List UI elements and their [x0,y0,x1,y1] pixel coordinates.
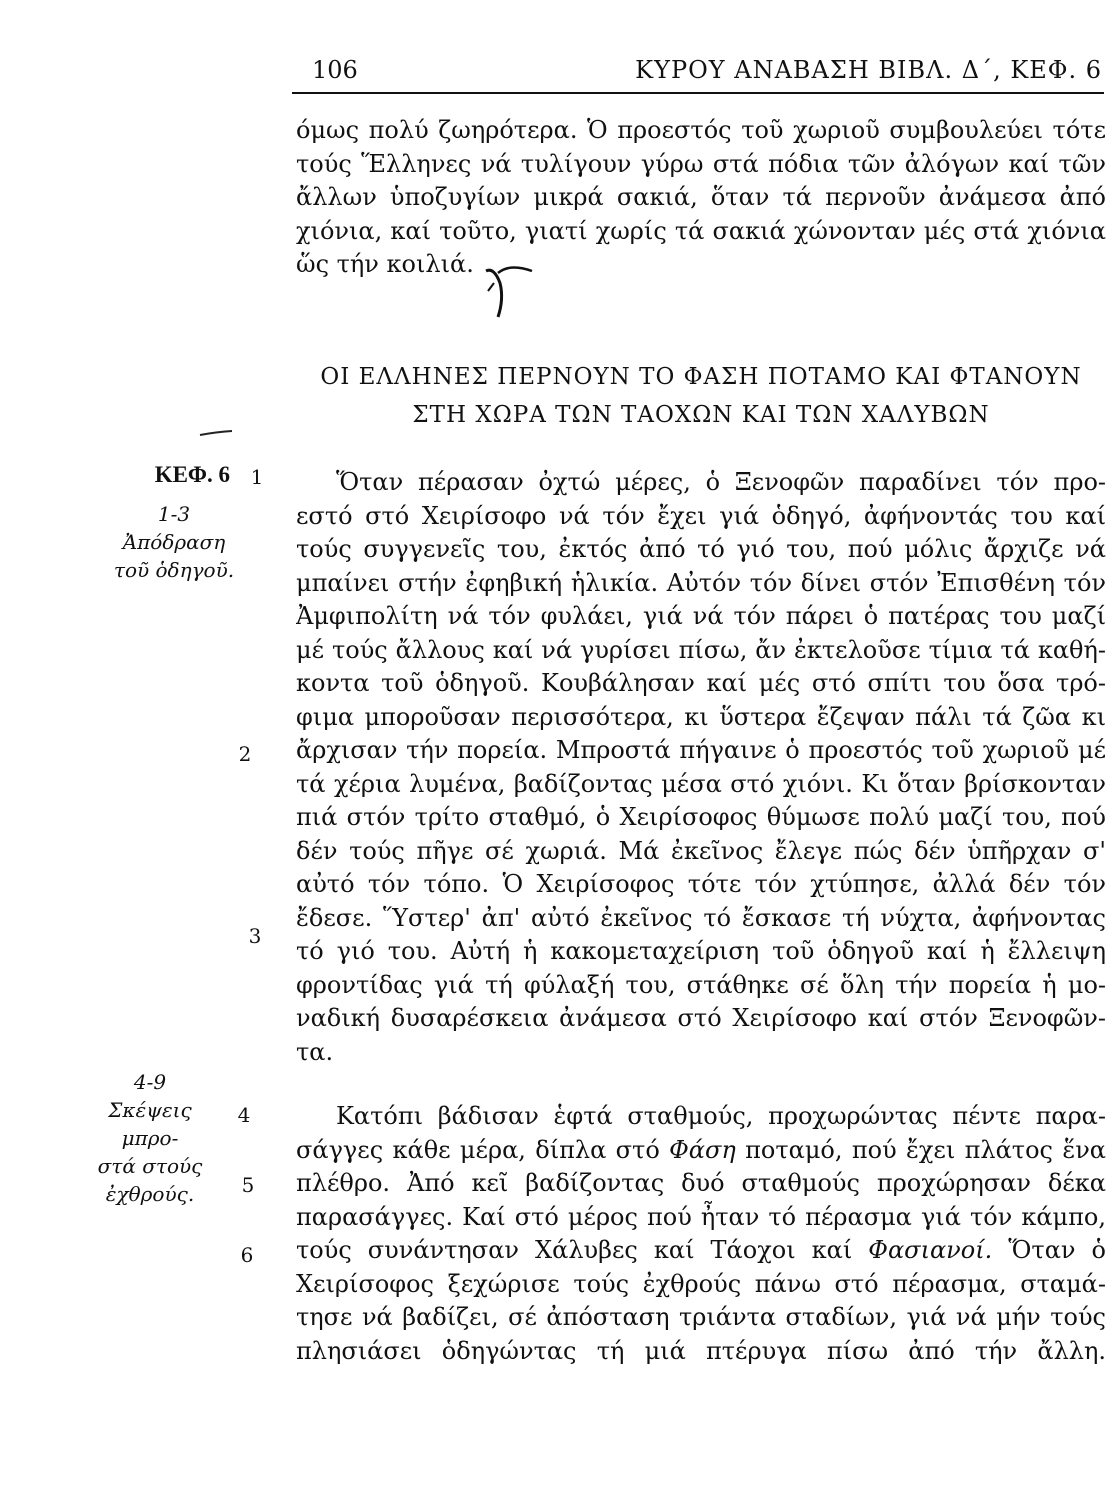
line-number: 3 [248,924,262,948]
margin-note-line: στά στούς [97,1154,203,1178]
text-line: φροντίδας γιά τή φύλαξή του, στάθηκε σέ ὅλη τήν πορεία ἡ μο- [296,970,1106,999]
margin-note-line: ἐχθρούς. [105,1182,195,1206]
text-line: πλησιάσει ὁδηγώντας τή μιά πτέρυγα πίσω ἀπό τήν ἄλλη. [296,1336,1106,1365]
line-number: 6 [240,1243,254,1267]
text-line [296,1134,1106,1168]
text-segment: σάγγες κάθε μέρα, δίπλα στό [296,1135,670,1164]
text-line: εστό στό Χειρίσοφο νά τόν ἔχει γιά ὁδηγό, ἀφήνοντάς του καί [296,501,1106,530]
text-line: ἄρχισαν τήν πορεία. Μπροστά πήγαινε ὁ προεστός τοῦ χωριοῦ μέ [296,736,1106,764]
text-line: Κατόπι βάδισαν ἑφτά σταθμούς, προχωρώντας πέντε παρα- [336,1102,1106,1130]
text-line: κοντα τοῦ ὁδηγοῦ. Κουβάλησαν καί μές στό σπίτι του ὅσα τρό- [296,669,1106,697]
text-line: μπαίνει στήν ἐφηβική ἡλικία. Αὐτόν τόν δίνει στόν Ἐπισθένη τόν [296,568,1106,597]
line-number: 5 [241,1173,255,1197]
text-line: τούς συγγενεῖς του, ἐκτός ἀπό τό γιό του, πού μόλις ἄρχιζε νά [296,535,1106,563]
margin-note-range: 1-3 [157,502,191,526]
header-running-title: ΚΥΡΟΥ ΑΝΑΒΑΣΗ ΒΙΒΛ. Δ΄, ΚΕΦ. 6 [635,56,1102,84]
margin-note-line: Σκέψεις μπρο- [108,1098,192,1150]
line-number: 4 [237,1103,251,1127]
margin-note-line: τοῦ ὁδηγοῦ. [113,558,235,582]
line-number: 2 [238,742,252,766]
margin-note-4-9 [80,1068,220,1208]
text-line: τησε νά βαδίζει, σέ ἀπόσταση τριάντα σταδίων, γιά νά μήν τούς [296,1303,1106,1331]
text-line: χιόνια, καί τοῦτο, γιατί χωρίς τά σακιά χώνονταν μές στά χιόνια [296,216,1106,245]
paragraph-2 [296,1100,1106,1368]
handwritten-bracket-mark [480,265,540,325]
text-line [296,1234,1106,1268]
people-name-fasianoi: Φασιανοί. [868,1236,993,1264]
text-line: ἔδεσε. Ὕστερ' ἀπ' αὐτό ἐκεῖνος τό ἔσκασε τή νύχτα, ἀφήνοντας [296,903,1106,932]
text-segment: Ὅταν ὁ [992,1236,1106,1264]
section-heading [296,358,1106,434]
text-line: Ἀμφιπολίτη νά τόν φυλάει, γιά νά τόν πάρει ὁ πατέρας του μαζί [296,602,1106,630]
text-line: πιά στόν τρίτο σταθμό, ὁ Χειρίσοφος θύμωσε πολύ μαζί του, πού [296,803,1106,831]
margin-note-1-3 [104,500,244,584]
text-segment: τούς συνάντησαν Χάλυβες καί Τάοχοι καί [296,1236,869,1264]
text-line: Χειρίσοφος ξεχώρισε τούς ἐχθρούς πάνω στό πέρασμα, σταμά- [296,1269,1106,1298]
header-page-number: 106 [312,56,358,84]
text-segment: ποταμό, πού ἔχει πλάτος ἕνα [735,1135,1106,1164]
text-line: τα. [296,1037,334,1066]
text-line: τούς Ἕλληνες νά τυλίγουν γύρω στά πόδια τῶν ἀλόγων καί τῶν [296,149,1106,178]
text-line: ἄλλων ὑποζυγίων μικρά σακιά, ὅταν τά περνοῦν ἀνάμεσα ἀπό [296,183,1106,211]
text-line: δέν τούς πῆγε σέ χωριά. Μά ἐκεῖνος ἔλεγε πώς δέν ὑπῆρχαν σ' [296,836,1106,865]
text-line: τό γιό του. Αὐτή ἡ κακομεταχείριση τοῦ ὁδηγοῦ καί ἡ ἔλλειψη [296,937,1106,965]
header-rule [292,92,1104,94]
text-line: ὥς τήν κοιλιά. [296,250,474,278]
text-line: όμως πολύ ζωηρότερα. Ὁ προεστός τοῦ χωριοῦ συμβουλεύει τότε [296,116,1106,144]
chapter-label: ΚΕΦ. 6 [154,462,230,487]
text-line: ναδική δυσαρέσκεια ἀνάμεσα στό Χειρίσοφο καί στόν Ξενοφῶν- [296,1004,1106,1032]
text-line: πλέθρο. Ἀπό κεῖ βαδίζοντας δυό σταθμούς προχώρησαν δέκα [296,1169,1106,1197]
text-line: Ὅταν πέρασαν ὀχτώ μέρες, ὁ Ξενοφῶν παραδίνει τόν προ- [336,468,1106,496]
section-heading-line2: ΣΤΗ ΧΩΡΑ ΤΩΝ ΤΑΟΧΩΝ ΚΑΙ ΤΩΝ ΧΑΛΥΒΩΝ [412,402,990,428]
section-heading-line1: ΟΙ ΕΛΛΗΝΕΣ ΠΕΡΝΟΥΝ ΤΟ ΦΑΣΗ ΠΟΤΑΜΟ ΚΑΙ ΦΤΑΝΟΥΝ [320,364,1082,390]
text-line: τά χέρια λυμένα, βαδίζοντας μέσα στό χιόνι. Κι ὅταν βρίσκονταν [296,769,1106,798]
margin-note-range: 4-9 [133,1070,167,1094]
line-number: 1 [250,465,264,489]
river-name-fasis: Φάση [669,1135,736,1164]
intro-paragraph [296,114,1106,282]
text-line: αὐτό τόν τόπο. Ὁ Χειρίσοφος τότε τόν χτύπησε, ἀλλά δέν τόν [296,870,1106,898]
text-line: παρασάγγες. Καί στό μέρος πού ἦταν τό πέρασμα γιά τόν κάμπο, [296,1202,1106,1231]
text-line: φιμα μποροῦσαν περισσότερα, κι ὕστερα ἔζεψαν πάλι τά ζῶα κι [296,702,1106,731]
margin-note-line: Ἀπόδραση [122,530,226,554]
paragraph-1 [296,466,1106,1069]
text-line: μέ τούς ἄλλους καί νά γυρίσει πίσω, ἄν ἐκτελοῦσε τίμια τά καθή- [296,635,1106,664]
pen-dash-mark [198,428,234,438]
